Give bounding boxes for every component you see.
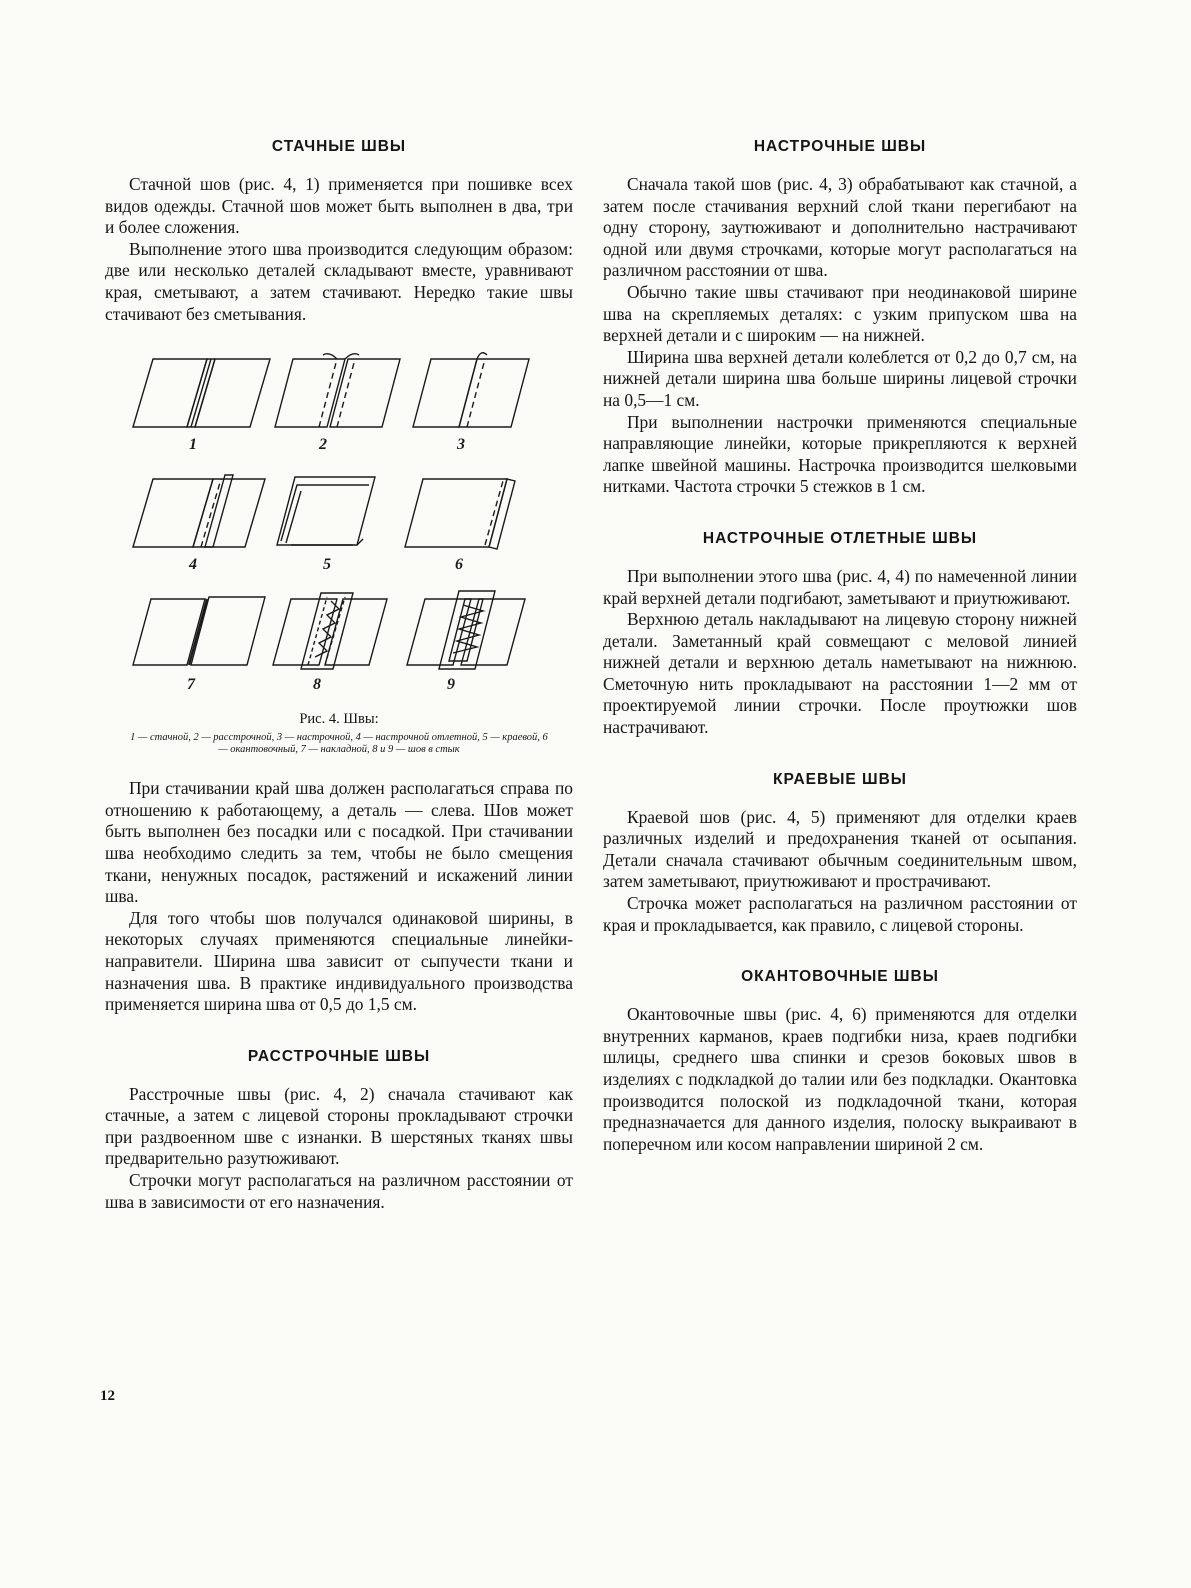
paragraph: Сначала такой шов (рис. 4, 3) обрабатывают как стачной, а затем после стачивания верхний слой ткани перегибают на одну сторону, заутюживают и дополнительно настрачивают одной или двумя строчками, которые могут располагаться на различном расстоянии от шва. (603, 174, 1077, 281)
figure-legend: 1 — стачной, 2 — расстрочной, 3 — настрочной, 4 — настрочной отлетной, 5 — краевой, 6 — окантовочный, 7 — накладной, 8 и 9 — шов в стык (130, 732, 548, 756)
seam-6-drawing (405, 479, 515, 549)
fig-label: 5 (323, 556, 331, 574)
paragraph: Ширина шва верхней детали колеблется от 0,2 до 0,7 см, на нижней детали ширина шва больше ширины лицевой строчки на 0,5—1 см. (603, 346, 1077, 410)
seams-diagram (105, 347, 573, 707)
seam-8-drawing (273, 593, 387, 669)
section-title-otletnye: НАСТРОЧНЫЕ ОТЛЕТНЫЕ ШВЫ (702, 529, 978, 547)
paragraph: Краевой шов (рис. 4, 5) применяют для отделки краев различных изделий и предохранения тканей от осыпания. Детали сначала стачивают обычным соединительным швом, затем заметывают, приутюживают и прострачивают. (603, 806, 1077, 892)
fig-label: 9 (447, 676, 455, 694)
left-column (105, 128, 573, 1213)
paragraph: Верхнюю деталь накладывают на лицевую сторону нижней детали. Заметанный край совмещают с меловой линией нижней детали и верхнюю деталь наметывают на нижнюю. Сметочную нить прокладывают на расстоянии 1—2 мм от проектируемой линии строчки. После проутюжки шов настрачивают. (603, 609, 1077, 738)
section-title-nastrochnye: НАСТРОЧНЫЕ ШВЫ (753, 138, 927, 155)
fig-label: 7 (187, 676, 195, 694)
paragraph: Обычно такие швы стачивают при неодинаковой ширине шва на скрепляемых деталях: с узким припуском шва на верхней детали и с широким — на нижней. (603, 281, 1077, 346)
paragraph: Для того чтобы шов получался одинаковой ширины, в некоторых случаях применяются специальные линейки-направители. Ширина шва зависит от сыпучести ткани и назначения шва. В практике индивидуального производства применяется ширина шва от 0,5 до 1,5 см. (105, 907, 573, 1015)
paragraph: При выполнении этого шва (рис. 4, 4) по намеченной линии край верхней детали подгибают, заметывают и приутюживают. (603, 565, 1077, 608)
right-column (603, 128, 1077, 1155)
fig-label: 8 (313, 676, 321, 694)
section-title-okantovochnye: ОКАНТОВОЧНЫЕ ШВЫ (741, 968, 939, 986)
section-title-stachnye: СТАЧНЫЕ ШВЫ (271, 138, 407, 155)
figure-seams (105, 347, 573, 756)
seam-4-drawing (133, 475, 265, 547)
seam-9-drawing (407, 591, 525, 669)
paragraph: Стачной шов (рис. 4, 1) применяется при пошивке всех видов одежды. Стачной шов может быть выполнен в два, три и более сложения. (105, 174, 573, 238)
fig-label: 1 (189, 436, 197, 454)
fig-label: 3 (457, 436, 465, 454)
seam-7-drawing (133, 597, 265, 665)
figure-caption: Рис. 4. Швы: (299, 711, 379, 728)
paragraph: Строчки могут располагаться на различном расстоянии от шва в зависимости от его назначения. (105, 1170, 573, 1212)
fig-label: 6 (455, 556, 463, 574)
seam-1-drawing (133, 359, 270, 427)
seam-5-drawing (277, 477, 375, 545)
seam-3-drawing (413, 353, 529, 427)
paragraph: Расстрочные швы (рис. 4, 2) сначала стачивают как стачные, а затем с лицевой стороны прокладывают строчки при раздвоенном шве с изнанки. В шерстяных тканях швы предварительно разутюживают. (105, 1083, 573, 1169)
section-title-rasstrochnye: РАССТРОЧНЫЕ ШВЫ (247, 1047, 431, 1065)
fig-label: 4 (189, 556, 197, 574)
paragraph: Выполнение этого шва производится следующим образом: две или несколько деталей складывают вместе, уравнивают края, сметывают, а затем стачивают. Нередко такие швы стачивают без сметывания. (105, 238, 573, 324)
page-number: 12 (100, 1388, 115, 1404)
paragraph: Строчка может располагаться на различном расстоянии от края и прокладывается, как правило, с лицевой стороны. (603, 893, 1077, 935)
section-title-kraevye: КРАЕВЫЕ ШВЫ (773, 770, 907, 788)
seam-2-drawing (275, 354, 400, 427)
fig-label: 2 (319, 436, 327, 454)
paragraph: Окантовочные швы (рис. 4, 6) применяются для отделки внутренних карманов, краев подгибки низа, краев подгибки шлицы, среднего шва спинки и срезов боковых швов в изделиях с подкладкой до талии или без подкладки. Окантовка производится полоской из подкладочной ткани, которая предназначается для данного изделия, полоску выкраивают в поперечном или косом направлении шириной 2 см. (603, 1004, 1077, 1154)
paragraph: При выполнении настрочки применяются специальные направляющие линейки, которые прикрепляются к верхней лапке швейной машины. Настрочка производится шелковыми нитками. Частота строчки 5 стежков в 1 см. (603, 411, 1077, 497)
paragraph: При стачивании край шва должен располагаться справа по отношению к работающему, а деталь — слева. Шов может быть выполнен без посадки или с посадкой. При стачивании шва необходимо следить за тем, чтобы не было смещения ткани, ненужных посадок, растяжений и искажений линии шва. (105, 778, 573, 907)
